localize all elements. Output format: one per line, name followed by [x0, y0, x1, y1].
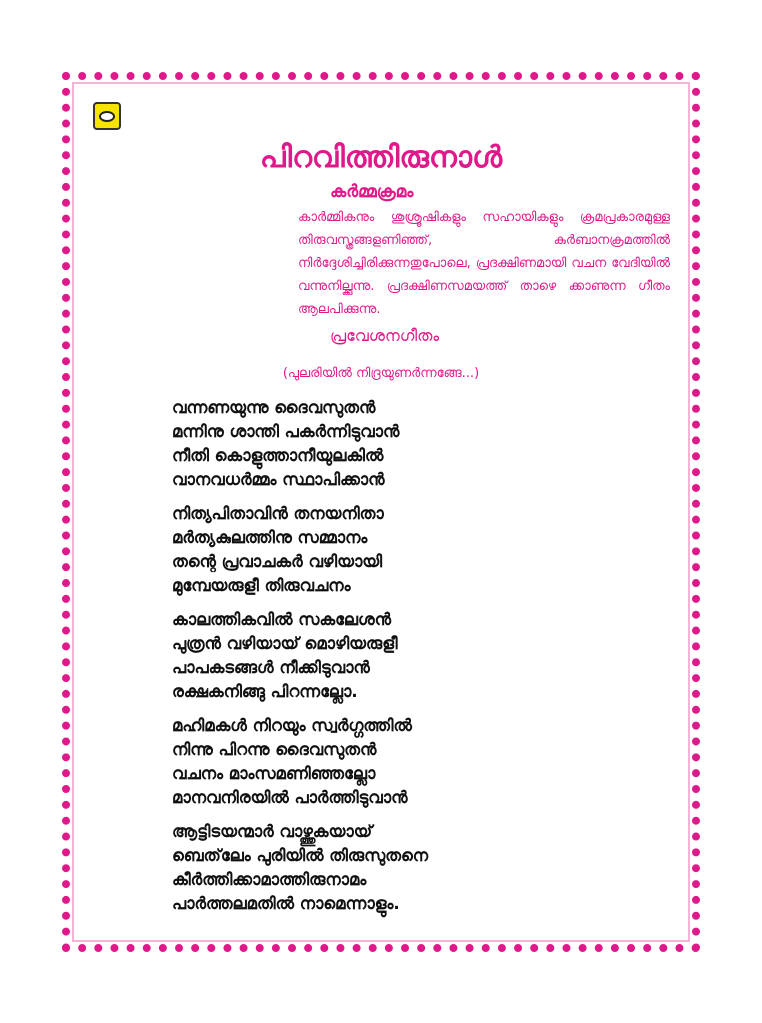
stanza-line: മന്നിനു ശാന്തി പകർന്നിടുവാൻ	[172, 422, 400, 441]
hymn-title: പ്രവേശനഗീതം	[330, 326, 440, 345]
stanza-line: മുമ്പേയരുളീ തിരുവചനം	[172, 576, 351, 595]
stanza-line: വചനം മാംസമണിഞ്ഞല്ലോ	[172, 764, 376, 783]
stanza-3	[172, 608, 428, 704]
stanza-line: മാനവനിരയിൽ പാർത്തിടുവാൻ	[172, 788, 408, 807]
stanza-line: രക്ഷകനിങ്ങു പിറന്നല്ലോ.	[172, 682, 358, 701]
stanza-line: വാനവധർമ്മം സ്ഥാപിക്കാൻ	[172, 470, 385, 489]
rubric-paragraph	[298, 206, 670, 321]
stanza-line: തന്റെ പ്രവാചകർ വഴിയായി	[172, 552, 383, 571]
tune-note: (പുലരിയിൽ നിദ്രയുണർന്നങ്ങേ...)	[282, 366, 480, 381]
rubric-text: കാർമ്മികനും ശുശ്രൂഷികളും സഹായികളും ക്രമപ്രകാരമുള്ള തിരുവസ്ത്രങ്ങളണിഞ്ഞ്, കുർബാനക്രമത്തിൽ നിർദ്ദേശിച്ചിരിക്കുന്നതുപോലെ, പ്രദക്ഷിണമായി വചന വേദിയിൽ വന്നുനില്ക്കുന്നു. പ്രദക്ഷിണസമയത്ത് താഴെ ക്കാണുന്ന ഗീതം ആലപിക്കുന്നു.	[298, 210, 670, 317]
page-title: പിറവിത്തിരുനാൾ	[259, 140, 503, 175]
stanza-line: വന്നണയുന്നു ദൈവസുതൻ	[172, 398, 376, 417]
hymn-stanzas	[172, 396, 428, 926]
speech-bubble-icon[interactable]	[93, 102, 121, 130]
stanza-line: പാർത്തലമതിൽ നാമെന്നാളും.	[172, 894, 400, 913]
stanza-4	[172, 714, 428, 810]
stanza-line: നീതി കൊളുത്താനീയുലകിൽ	[172, 446, 384, 465]
stanza-line: നിന്നു പിറന്നു ദൈവസുതൻ	[172, 740, 377, 759]
stanza-line: പുത്രൻ വഴിയായ് മൊഴിയരുളീ	[172, 634, 398, 653]
stanza-line: ആട്ടിടയന്മാർ വാഴ്ത്തുകയായ്	[172, 822, 373, 841]
stanza-line: നിത്യപിതാവിൻ തനയനിതാ	[172, 504, 384, 523]
stanza-1	[172, 396, 428, 492]
stanza-line: പാപകടങ്ങൾ നീക്കിടുവാൻ	[172, 658, 370, 677]
stanza-line: കീർത്തിക്കാമാത്തിരുനാമം	[172, 870, 367, 889]
stanza-line: കാലത്തികവിൽ സകലേശൻ	[172, 610, 392, 629]
stanza-line: ബെത്‌ലേം പുരിയിൽ തിരുസുതനെ	[172, 846, 429, 865]
stanza-5	[172, 820, 428, 916]
stanza-2	[172, 502, 428, 598]
stanza-line: മഹിമകൾ നിറയും സ്വർഗ്ഗത്തിൽ	[172, 716, 412, 735]
stanza-line: മർത്യകുലത്തിനു സമ്മാനം	[172, 528, 368, 547]
page-subtitle: കർമ്മക്രമം	[330, 182, 414, 202]
bubble-shape	[99, 111, 115, 122]
